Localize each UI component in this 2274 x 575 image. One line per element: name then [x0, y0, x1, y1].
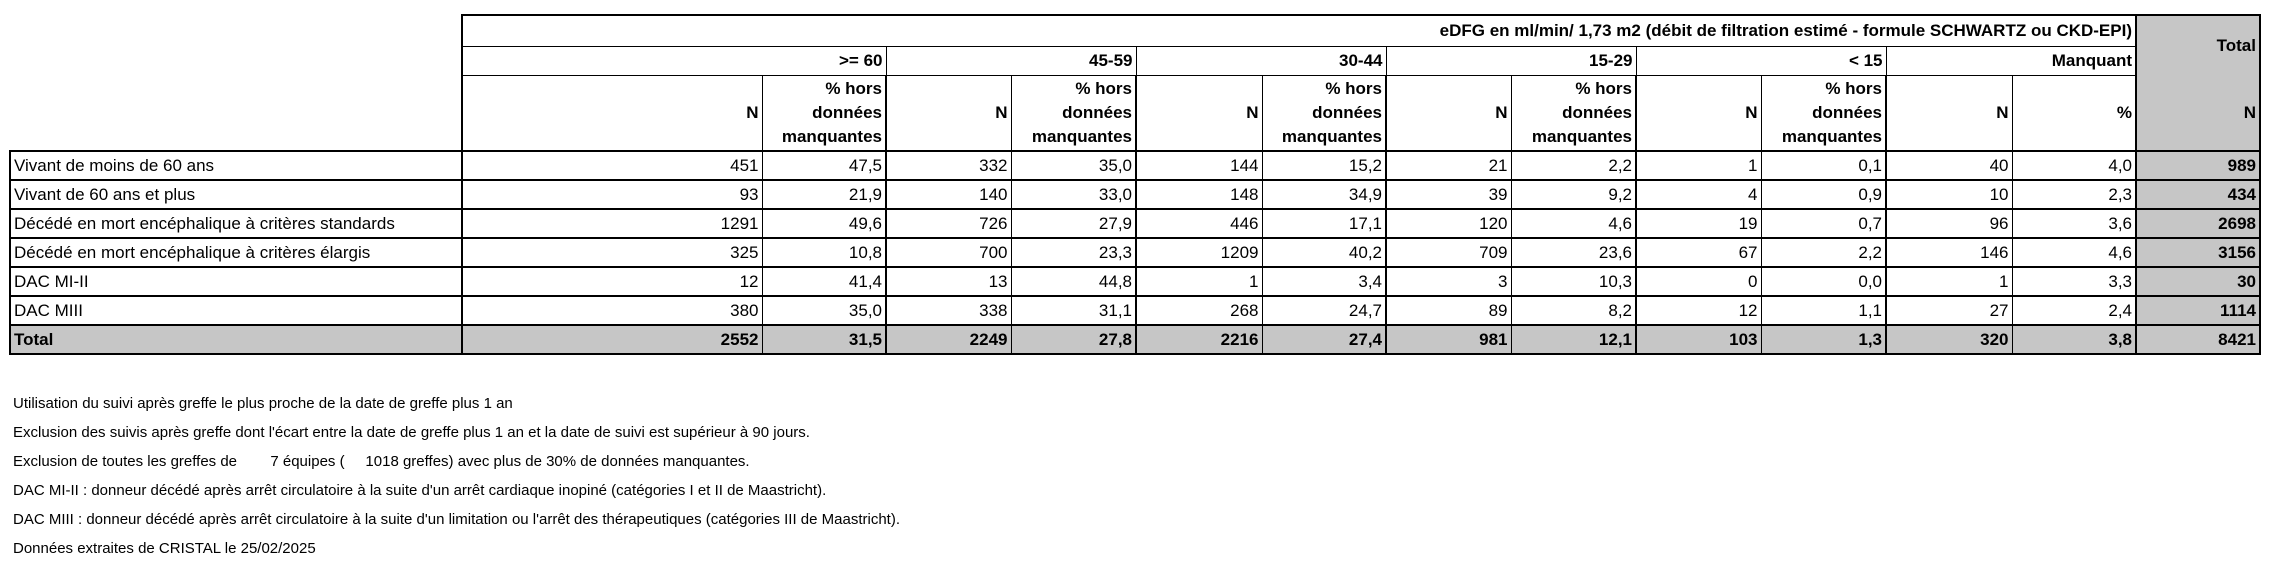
cell-n: 1209: [1136, 238, 1262, 267]
cell-pct: 40,2: [1262, 238, 1386, 267]
cell-n: 338: [886, 296, 1011, 325]
cell-pct: 8,2: [1511, 296, 1636, 325]
cell-n: 325: [462, 238, 762, 267]
cell-pct: 1,1: [1761, 296, 1886, 325]
cell-n: 146: [1886, 238, 2012, 267]
cell-pct: 0,9: [1761, 180, 1886, 209]
col-n: N: [1136, 75, 1262, 151]
row-label: Décédé en mort encéphalique à critères standards: [10, 209, 462, 238]
row-label: Vivant de moins de 60 ans: [10, 151, 462, 180]
cell-pct: 3,8: [2012, 325, 2136, 354]
cell-pct: 27,4: [1262, 325, 1386, 354]
cell-pct: 21,9: [762, 180, 886, 209]
cell-pct: 10,3: [1511, 267, 1636, 296]
cell-pct: 41,4: [762, 267, 886, 296]
cell-pct: 2,4: [2012, 296, 2136, 325]
cell-n: 1: [1136, 267, 1262, 296]
cell-n: 446: [1136, 209, 1262, 238]
cell-pct: 31,1: [1011, 296, 1136, 325]
cell-n: 89: [1386, 296, 1511, 325]
col-n: N: [1886, 75, 2012, 151]
cell-n: 93: [462, 180, 762, 209]
cell-n: 268: [1136, 296, 1262, 325]
class-header-30-44: 30-44: [1136, 46, 1386, 75]
cell-n: 981: [1386, 325, 1511, 354]
footnote: DAC MIII : donneur décédé après arrêt circulatoire à la suite d'un limitation ou l'arrêt des thérapeutiques (catégories III de Maastricht).: [13, 511, 900, 528]
col-n: N: [886, 75, 1011, 151]
cell-n: 1291: [462, 209, 762, 238]
footnotes: [13, 389, 900, 563]
cell-n: 2552: [462, 325, 762, 354]
col-pct: % hors données manquantes: [1011, 75, 1136, 151]
cell-pct: 35,0: [1011, 151, 1136, 180]
row-label: Vivant de 60 ans et plus: [10, 180, 462, 209]
cell-total: 1114: [2136, 296, 2260, 325]
footnote: Exclusion des suivis après greffe dont l'écart entre la date de greffe plus 1 an et la date de suivi est supérieur à 90 jours.: [13, 424, 810, 441]
footnote: DAC MI-II : donneur décédé après arrêt circulatoire à la suite d'un arrêt cardiaque inopiné (catégories I et II de Maastricht).: [13, 482, 827, 499]
col-pct: % hors données manquantes: [762, 75, 886, 151]
cell-pct: 27,9: [1011, 209, 1136, 238]
cell-n: 27: [1886, 296, 2012, 325]
cell-n: 0: [1636, 267, 1761, 296]
cell-n: 140: [886, 180, 1011, 209]
cell-pct: 3,6: [2012, 209, 2136, 238]
cell-pct: 24,7: [1262, 296, 1386, 325]
cell-pct: 47,5: [762, 151, 886, 180]
cell-pct: 31,5: [762, 325, 886, 354]
cell-n: 103: [1636, 325, 1761, 354]
cell-n: 67: [1636, 238, 1761, 267]
cell-n: 96: [1886, 209, 2012, 238]
cell-total: 2698: [2136, 209, 2260, 238]
cell-total: 3156: [2136, 238, 2260, 267]
col-pct: % hors données manquantes: [1511, 75, 1636, 151]
cell-n: 12: [1636, 296, 1761, 325]
class-header-lt15: < 15: [1636, 46, 1886, 75]
cell-n: 13: [886, 267, 1011, 296]
cell-pct: 23,6: [1511, 238, 1636, 267]
cell-n: 1: [1886, 267, 2012, 296]
cell-pct: 0,1: [1761, 151, 1886, 180]
cell-n: 144: [1136, 151, 1262, 180]
footnote: Utilisation du suivi après greffe le plus proche de la date de greffe plus 1 an: [13, 395, 513, 412]
cell-pct: 2,3: [2012, 180, 2136, 209]
cell-pct: 3,3: [2012, 267, 2136, 296]
total-row: [10, 325, 2260, 354]
cell-n: 320: [1886, 325, 2012, 354]
cell-total: 8421: [2136, 325, 2260, 354]
class-header-missing: Manquant: [1886, 46, 2136, 75]
cell-n: 2216: [1136, 325, 1262, 354]
col-total-n: N: [2136, 75, 2260, 151]
results-table: [9, 14, 2261, 355]
row-label: Décédé en mort encéphalique à critères élargis: [10, 238, 462, 267]
cell-n: 10: [1886, 180, 2012, 209]
cell-pct: 15,2: [1262, 151, 1386, 180]
cell-n: 332: [886, 151, 1011, 180]
total-header: Total: [2136, 15, 2260, 75]
table-row: [10, 209, 2260, 238]
cell-n: 451: [462, 151, 762, 180]
class-header-45-59: 45-59: [886, 46, 1136, 75]
cell-pct: 35,0: [762, 296, 886, 325]
cell-n: 148: [1136, 180, 1262, 209]
cell-pct: 34,9: [1262, 180, 1386, 209]
cell-pct: 9,2: [1511, 180, 1636, 209]
cell-n: 1: [1636, 151, 1761, 180]
cell-pct: 17,1: [1262, 209, 1386, 238]
cell-pct: 27,8: [1011, 325, 1136, 354]
cell-pct: 0,0: [1761, 267, 1886, 296]
col-pct-missing: %: [2012, 75, 2136, 151]
col-n: N: [1636, 75, 1761, 151]
cell-n: 726: [886, 209, 1011, 238]
col-pct: % hors données manquantes: [1262, 75, 1386, 151]
cell-n: 709: [1386, 238, 1511, 267]
cell-pct: 4,6: [1511, 209, 1636, 238]
table-row: [10, 296, 2260, 325]
cell-n: 40: [1886, 151, 2012, 180]
col-n: N: [1386, 75, 1511, 151]
cell-pct: 44,8: [1011, 267, 1136, 296]
cell-pct: 0,7: [1761, 209, 1886, 238]
cell-pct: 4,6: [2012, 238, 2136, 267]
cell-total: 434: [2136, 180, 2260, 209]
cell-n: 700: [886, 238, 1011, 267]
class-header-ge60: >= 60: [462, 46, 886, 75]
cell-n: 39: [1386, 180, 1511, 209]
cell-pct: 1,3: [1761, 325, 1886, 354]
class-header-15-29: 15-29: [1386, 46, 1636, 75]
cell-pct: 23,3: [1011, 238, 1136, 267]
cell-pct: 3,4: [1262, 267, 1386, 296]
cell-pct: 4,0: [2012, 151, 2136, 180]
cell-pct: 33,0: [1011, 180, 1136, 209]
table-row: [10, 267, 2260, 296]
cell-total: 30: [2136, 267, 2260, 296]
row-label: Total: [10, 325, 462, 354]
cell-n: 12: [462, 267, 762, 296]
cell-total: 989: [2136, 151, 2260, 180]
table-row: [10, 180, 2260, 209]
row-label: DAC MI-II: [10, 267, 462, 296]
cell-pct: 49,6: [762, 209, 886, 238]
cell-n: 4: [1636, 180, 1761, 209]
cell-pct: 2,2: [1761, 238, 1886, 267]
footnote: Données extraites de CRISTAL le 25/02/2025: [13, 540, 316, 557]
cell-n: 19: [1636, 209, 1761, 238]
cell-pct: 2,2: [1511, 151, 1636, 180]
footnote: Exclusion de toutes les greffes de 7 équipes ( 1018 greffes) avec plus de 30% de données manquantes.: [13, 453, 750, 470]
cell-n: 120: [1386, 209, 1511, 238]
cell-n: 380: [462, 296, 762, 325]
cell-pct: 10,8: [762, 238, 886, 267]
cell-n: 3: [1386, 267, 1511, 296]
cell-n: 21: [1386, 151, 1511, 180]
table-row: [10, 151, 2260, 180]
table-row: [10, 238, 2260, 267]
cell-pct: 12,1: [1511, 325, 1636, 354]
edfg-group-header: eDFG en ml/min/ 1,73 m2 (débit de filtration estimé - formule SCHWARTZ ou CKD-EPI): [462, 15, 2136, 46]
col-n: N: [462, 75, 762, 151]
col-pct: % hors données manquantes: [1761, 75, 1886, 151]
cell-n: 2249: [886, 325, 1011, 354]
row-label: DAC MIII: [10, 296, 462, 325]
